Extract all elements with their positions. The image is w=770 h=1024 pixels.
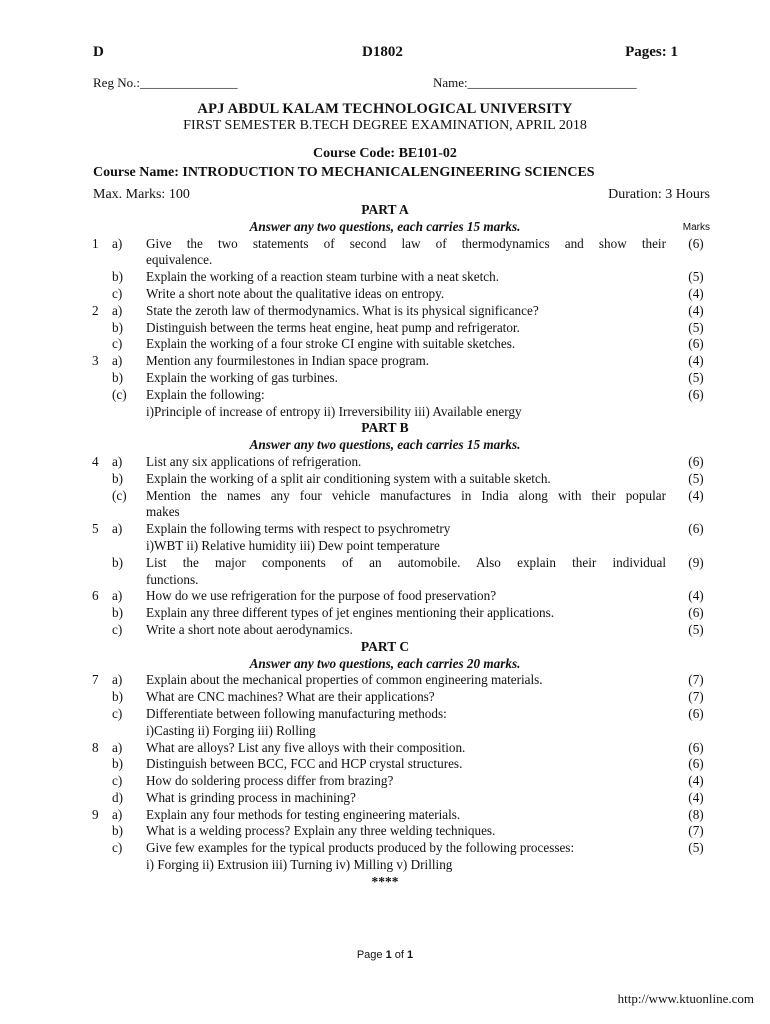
question-marks: (8) (688, 806, 704, 822)
sub-question-label: c) (112, 285, 123, 301)
question-marks: (4) (688, 302, 704, 318)
question-text: What is grinding process in machining? (146, 789, 356, 805)
question-marks: (5) (688, 369, 704, 385)
question-line (0, 303, 770, 320)
question-text: i)Casting ii) Forging iii) Rolling (146, 722, 316, 738)
question-text: List any six applications of refrigeration. (146, 453, 362, 469)
sub-question-label: b) (112, 319, 123, 335)
question-line (0, 488, 770, 505)
instruction-text: Answer any two questions, each carries 15 marks. (249, 437, 521, 453)
question-number: 2 (92, 302, 99, 318)
question-line (0, 404, 770, 421)
question-marks: (7) (688, 689, 704, 705)
course-code: Course Code: BE101-02 (313, 146, 457, 161)
question-line (0, 370, 770, 387)
reg-no-field: Reg No.:_______________ (93, 75, 238, 90)
series-code: D (93, 44, 104, 60)
question-text: What are CNC machines? What are their applications? (146, 689, 435, 705)
question-line (0, 790, 770, 807)
question-line (0, 740, 770, 757)
sub-question-label: b) (112, 689, 123, 705)
course-name-value: INTRODUCTION TO MECHANICALENGINEERING SCIENCES (182, 165, 595, 180)
question-text: Differentiate between following manufacturing methods: (146, 705, 447, 721)
sub-question-label: a) (112, 453, 123, 469)
question-line (0, 320, 770, 337)
question-marks: (5) (688, 840, 704, 856)
part-heading: PART A (361, 202, 409, 217)
question-line (0, 252, 770, 269)
question-marks: (4) (688, 588, 704, 604)
question-marks: (4) (688, 789, 704, 805)
sub-question-label: b) (112, 554, 123, 570)
university-title: APJ ABDUL KALAM TECHNOLOGICAL UNIVERSITY (197, 101, 573, 117)
question-line (0, 572, 770, 589)
part-heading: PART B (361, 420, 409, 436)
question-number: 8 (92, 739, 99, 755)
question-line (0, 857, 770, 874)
question-marks: (4) (688, 353, 704, 369)
question-number: 9 (92, 806, 99, 822)
sub-question-label: a) (112, 353, 123, 369)
question-list (0, 202, 770, 891)
question-text: Explain any four methods for testing engineering materials. (146, 806, 461, 822)
instruction-text: Answer any two questions, each carries 15 marks. (249, 218, 521, 234)
sub-question-label: b) (112, 269, 123, 285)
question-line (0, 622, 770, 639)
question-marks: (6) (688, 521, 704, 537)
sub-question-label: a) (112, 302, 123, 318)
course-name (93, 165, 595, 181)
sub-question-label: a) (112, 672, 123, 688)
question-number: 6 (92, 588, 99, 604)
question-line (0, 471, 770, 488)
question-text: equivalence. (146, 252, 213, 268)
question-line (0, 269, 770, 286)
instruction-text: Answer any two questions, each carries 20 marks. (249, 655, 521, 671)
question-number: 7 (92, 672, 99, 688)
question-line (0, 286, 770, 303)
question-text: Write a short note about aerodynamics. (146, 621, 353, 637)
question-marks: (4) (688, 773, 704, 789)
question-text: i)WBT ii) Relative humidity iii) Dew point temperature (146, 537, 440, 553)
question-line (0, 555, 770, 572)
question-line (0, 336, 770, 353)
question-text: Write a short note about the qualitative ideas on entropy. (146, 285, 445, 301)
part-heading: **** (371, 873, 399, 889)
question-marks: (6) (688, 386, 704, 402)
question-number: 3 (92, 353, 99, 369)
duration: Duration: 3 Hours (608, 187, 710, 202)
sub-question-label: a) (112, 806, 123, 822)
sub-question-label: a) (112, 521, 123, 537)
footer-page: 1 (385, 949, 392, 961)
name-field: Name:__________________________ (433, 75, 637, 90)
question-number: 4 (92, 453, 99, 469)
marks-column-header: Marks (682, 221, 710, 233)
question-marks: (7) (688, 823, 704, 839)
question-text: Explain the following terms with respect to psychrometry (146, 521, 451, 537)
question-marks: (6) (688, 705, 704, 721)
question-line (0, 236, 770, 253)
question-text: How do soldering process differ from brazing? (146, 773, 394, 789)
sub-question-label: b) (112, 470, 123, 486)
question-text: What are alloys? List any five alloys with their composition. (146, 739, 466, 755)
sub-question-label: (c) (112, 487, 127, 503)
question-line (0, 672, 770, 689)
question-text: Explain the following: (146, 386, 265, 402)
question-line (0, 504, 770, 521)
question-text: How do we use refrigeration for the purpose of food preservation? (146, 588, 497, 604)
max-marks: Max. Marks: 100 (93, 187, 190, 202)
question-line (0, 773, 770, 790)
question-line (0, 840, 770, 857)
footer-total: 1 (407, 949, 414, 961)
course-name-label: Course Name: (93, 165, 183, 180)
question-line (0, 689, 770, 706)
sub-question-label: b) (112, 369, 123, 385)
question-line (0, 605, 770, 622)
sub-question-label: b) (112, 756, 123, 772)
question-text: State the zeroth law of thermodynamics. What is its physical significance? (146, 302, 539, 318)
footer-prefix: Page (356, 949, 386, 961)
question-marks: (6) (688, 235, 704, 251)
question-line (0, 387, 770, 404)
sub-question-label: c) (112, 705, 123, 721)
question-text: Explain about the mechanical properties of common engineering materials. (146, 672, 543, 688)
question-text: i) Forging ii) Extrusion iii) Turning iv) Milling v) Drilling (146, 857, 453, 873)
sub-question-label: c) (112, 336, 123, 352)
question-text: Distinguish between the terms heat engine, heat pump and refrigerator. (146, 319, 520, 335)
sub-question-label: a) (112, 235, 123, 251)
question-text: Distinguish between BCC, FCC and HCP crystal structures. (146, 756, 463, 772)
question-marks: (6) (688, 739, 704, 755)
question-number: 5 (92, 521, 99, 537)
exam-title: FIRST SEMESTER B.TECH DEGREE EXAMINATION, APRIL 2018 (183, 118, 587, 133)
paper-code: D1802 (362, 44, 403, 60)
question-marks: (7) (688, 672, 704, 688)
page-footer (0, 949, 770, 961)
question-line (0, 706, 770, 723)
part-instruction (0, 656, 770, 673)
pages-count: Pages: 1 (625, 44, 678, 60)
question-text: makes (146, 504, 180, 520)
part-instruction (0, 437, 770, 454)
question-text: Give the two statements of second law of thermodynamics and show their (146, 235, 666, 251)
sub-question-label: a) (112, 739, 123, 755)
sub-question-label: c) (112, 621, 123, 637)
question-marks: (6) (688, 605, 704, 621)
question-line (0, 588, 770, 605)
question-text: Explain the working of a split air conditioning system with a suitable sketch. (146, 470, 551, 486)
question-line (0, 756, 770, 773)
sub-question-label: c) (112, 840, 123, 856)
question-marks: (6) (688, 453, 704, 469)
question-marks: (6) (688, 336, 704, 352)
question-marks: (5) (688, 470, 704, 486)
question-line (0, 521, 770, 538)
question-marks: (4) (688, 487, 704, 503)
sub-question-label: (c) (112, 386, 127, 402)
question-line (0, 353, 770, 370)
question-text: i)Principle of increase of entropy ii) Irreversibility iii) Available energy (146, 403, 522, 419)
question-text: List the major components of an automobile. Also explain their individual (146, 554, 666, 570)
question-text: Explain the working of a four stroke CI engine with suitable sketches. (146, 336, 516, 352)
question-marks: (5) (688, 319, 704, 335)
question-text: Give few examples for the typical products produced by the following processes: (146, 840, 575, 856)
question-text: Mention the names any four vehicle manufactures in India along with their popular (146, 487, 666, 503)
question-marks: (9) (688, 554, 704, 570)
question-line (0, 538, 770, 555)
sub-question-label: b) (112, 605, 123, 621)
question-text: Explain the working of a reaction steam turbine with a neat sketch. (146, 269, 500, 285)
question-text: functions. (146, 571, 199, 587)
question-line (0, 454, 770, 471)
question-line (0, 823, 770, 840)
question-marks: (4) (688, 285, 704, 301)
question-text: What is a welding process? Explain any three welding techniques. (146, 823, 496, 839)
question-text: Mention any fourmilestones in Indian space program. (146, 353, 430, 369)
sub-question-label: b) (112, 823, 123, 839)
question-marks: (6) (688, 756, 704, 772)
question-text: Explain the working of gas turbines. (146, 369, 338, 385)
question-marks: (5) (688, 269, 704, 285)
question-number: 1 (92, 235, 99, 251)
sub-question-label: d) (112, 789, 123, 805)
sub-question-label: c) (112, 773, 123, 789)
sub-question-label: a) (112, 588, 123, 604)
question-line (0, 723, 770, 740)
part-instruction (0, 219, 770, 236)
part-heading: PART C (360, 638, 410, 654)
source-url: http://www.ktuonline.com (617, 991, 754, 1006)
question-line (0, 807, 770, 824)
question-text: Explain any three different types of jet engines mentioning their applications. (146, 605, 555, 621)
question-marks: (5) (688, 621, 704, 637)
footer-of: of (391, 949, 408, 961)
